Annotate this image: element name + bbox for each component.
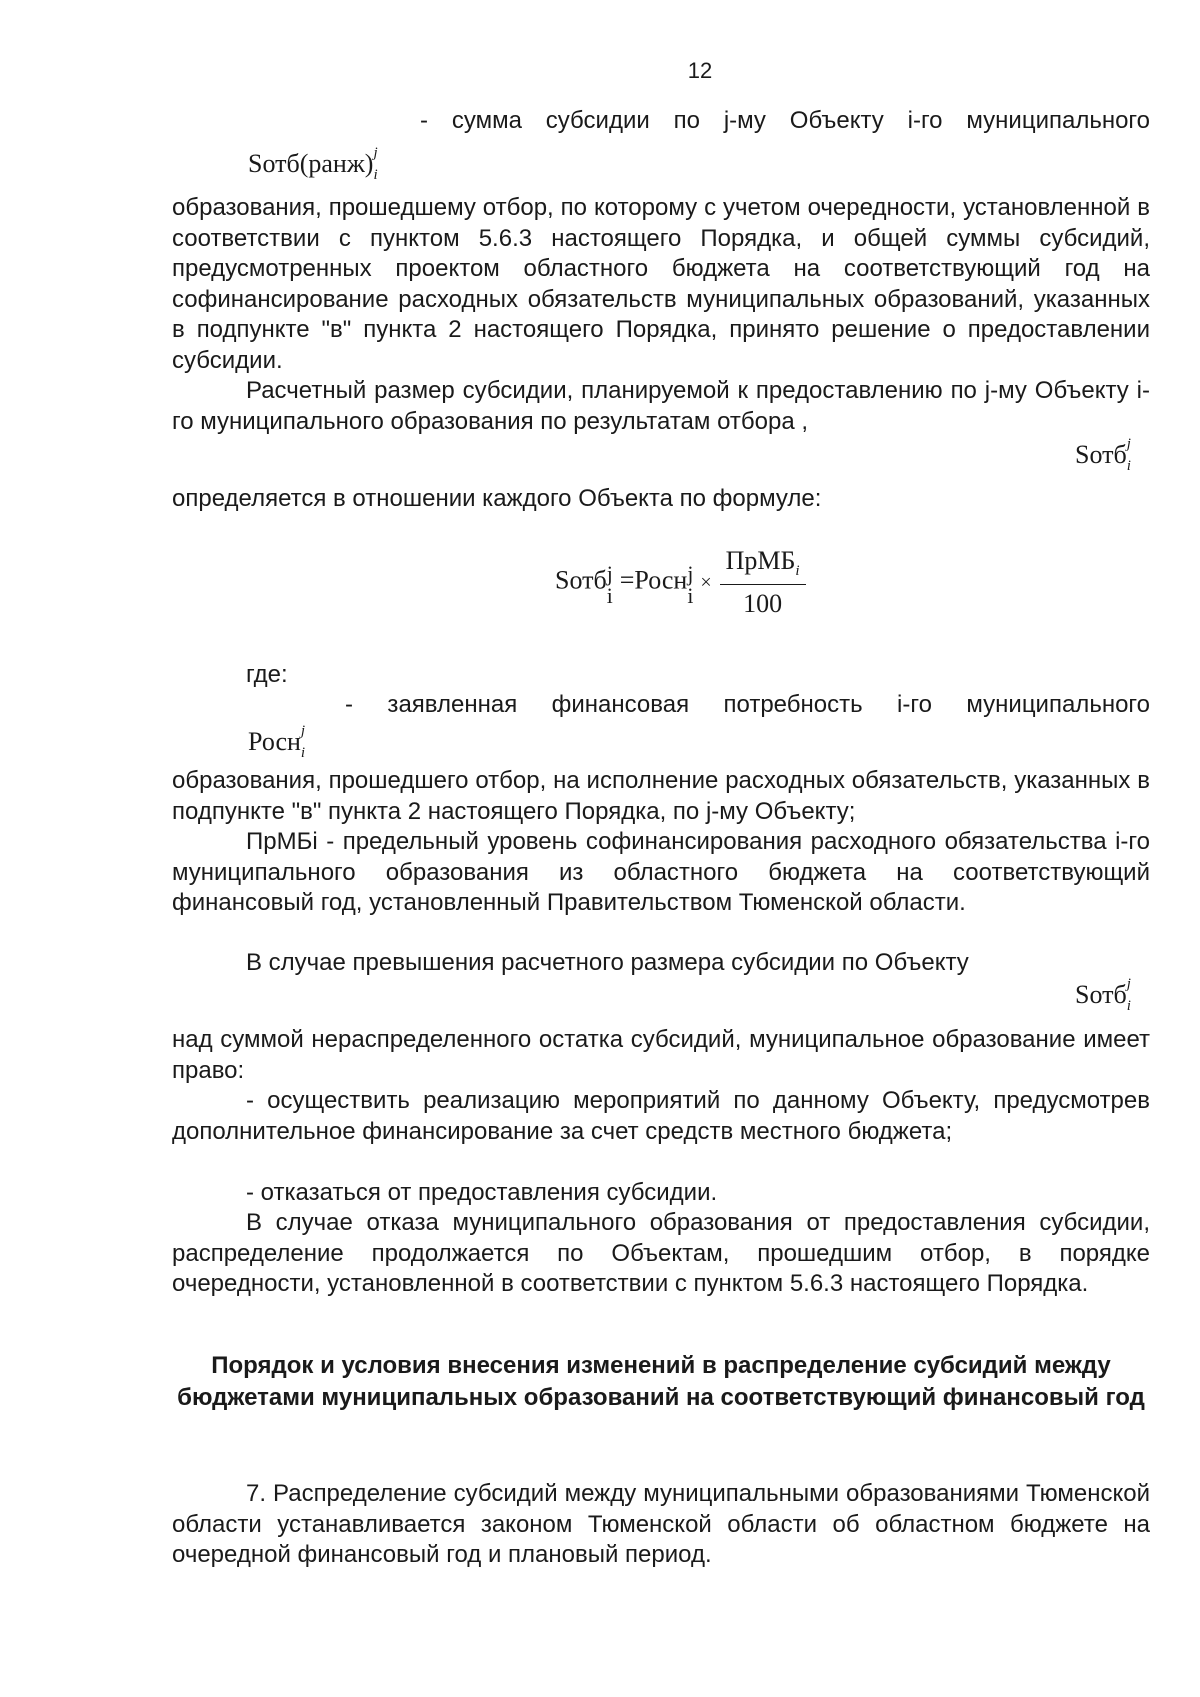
label-where: где: <box>246 661 288 688</box>
bullet-implement-measures: - осуществить реализацию мероприятий по данному Объекту, предусмотрев дополнительное финансирование за счет средств местного бюджета; <box>172 1087 1150 1145</box>
paragraph-excess-case: В случае превышения расчетного размера субсидии по Объекту <box>246 949 969 976</box>
paragraph-7-distribution: 7. Распределение субсидий между муниципальными образованиями Тюменской области устанавливается законом Тюменской области об областном бюджете на очередной финансовый год и плановый период. <box>172 1480 1150 1568</box>
paragraph-estimated-subsidy: Расчетный размер субсидии, планируемой к предоставлению по j-му Объекту i-го муниципального образования по результатам отбора , <box>172 377 1150 435</box>
definition-rosn: - заявленная финансовая потребность i-го муниципального <box>345 691 1150 718</box>
paragraph-formula-intro: определяется в отношении каждого Объекта по формуле: <box>172 485 822 512</box>
paragraph-municipal-rights: над суммой нераспределенного остатка субсидий, муниципальное образование имеет право: <box>172 1026 1150 1084</box>
subsidy-formula: Sотб j i =Росн j i × $\frac{ПрМБ_i}{100}$ <box>555 546 806 619</box>
definition-sotb-ranzh: - сумма субсидии по j-му Объекту i-го муниципального <box>420 107 1150 134</box>
paragraph-selected-objects: образования, прошедшему отбор, по которому с учетом очередности, установленной в соответствии с пунктом 5.6.3 настоящего Порядка, и общей суммы субсидий, предусмотренных проектом областного бюджета на соответствующий год на софинансирование расходных обязательств муниципальных образований, указанных в подпункте "в" пункта 2 настоящего Порядка, принято решение о предоставлении субсидии. <box>172 194 1150 374</box>
symbol-sotb-ranzh: Sотб(ранж) j i <box>248 145 378 184</box>
paragraph-prmb-definition: ПрМБi - предельный уровень софинансирования расходного обязательства i-го муниципального образования из областного бюджета на соответствующий финансовый год, установленный Правительством Тюменской области. <box>172 828 1150 916</box>
bullet-refuse-subsidy: - отказаться от предоставления субсидии. <box>246 1179 718 1206</box>
formula-fraction: $\frac{ПрМБ_i}{100}$ <box>720 546 806 619</box>
symbol-sotb-2: Sотб j i <box>1075 976 1131 1015</box>
symbol-rosn: Росн j i <box>248 723 306 762</box>
page-number: 12 <box>687 58 713 83</box>
symbol-sotb: Sотб j i <box>1075 436 1131 475</box>
section-heading: Порядок и условия внесения изменений в распределение субсидий между бюджетами муниципальных образований на соответствующий финансовый год <box>177 1352 1145 1411</box>
paragraph-refusal-case: В случае отказа муниципального образования от предоставления субсидии, распределение продолжается по Объектам, прошедшим отбор, в порядке очередности, установленной в соответствии с пунктом 5.6.3 настоящего Порядка. <box>172 1209 1150 1297</box>
paragraph-financial-need: образования, прошедшего отбор, на исполнение расходных обязательств, указанных в подпункте "в" пункта 2 настоящего Порядка, по j-му Объекту; <box>172 767 1150 825</box>
